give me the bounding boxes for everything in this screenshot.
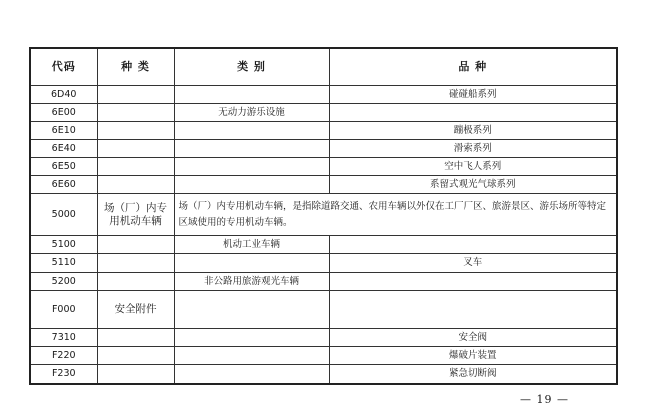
table-row (30, 347, 617, 365)
kind-cell (97, 122, 174, 140)
kind-cell: 场（厂）内专用机动车辆 (97, 194, 174, 236)
table-row (30, 194, 617, 236)
variety-cell: 叉车 (329, 254, 617, 273)
kind-cell (97, 176, 174, 194)
variety-cell: 安全阀 (329, 329, 617, 347)
variety-cell: 爆破片装置 (329, 347, 617, 365)
category-cell: 无动力游乐设施 (174, 104, 329, 122)
kind-cell (97, 236, 174, 254)
variety-cell (329, 291, 617, 329)
category-cell (174, 140, 329, 158)
code-cell: 6E40 (30, 140, 97, 158)
header-variety: 品 种 (329, 48, 617, 86)
table-row (30, 329, 617, 347)
page-number: — 19 — (520, 393, 569, 406)
category-cell (174, 86, 329, 104)
code-cell: 5000 (30, 194, 97, 236)
header-kind: 种 类 (97, 48, 174, 86)
header-category: 类 别 (174, 48, 329, 86)
code-cell: 7310 (30, 329, 97, 347)
code-cell: 5100 (30, 236, 97, 254)
variety-cell: 蹦极系列 (329, 122, 617, 140)
header-code: 代码 (30, 48, 97, 86)
kind-cell (97, 329, 174, 347)
code-cell: 6E50 (30, 158, 97, 176)
table-row (30, 291, 617, 329)
kind-cell (97, 347, 174, 365)
kind-cell: 安全附件 (97, 291, 174, 329)
table-row (30, 236, 617, 254)
code-cell: F000 (30, 291, 97, 329)
variety-cell: 紧急切断阀 (329, 365, 617, 385)
category-cell: 非公路用旅游观光车辆 (174, 273, 329, 291)
code-cell: F230 (30, 365, 97, 385)
code-cell: 5110 (30, 254, 97, 273)
table-row (30, 104, 617, 122)
variety-cell: 系留式观光气球系列 (329, 176, 617, 194)
table-row (30, 254, 617, 273)
category-cell (174, 158, 329, 176)
category-cell (174, 122, 329, 140)
variety-cell (329, 273, 617, 291)
code-cell: 6E60 (30, 176, 97, 194)
category-cell (174, 365, 329, 385)
kind-cell (97, 254, 174, 273)
table-row (30, 86, 617, 104)
catalog-table (29, 47, 618, 385)
variety-cell: 空中飞人系列 (329, 158, 617, 176)
code-cell: 5200 (30, 273, 97, 291)
category-cell: 机动工业车辆 (174, 236, 329, 254)
table-row (30, 273, 617, 291)
variety-cell: 滑索系列 (329, 140, 617, 158)
kind-cell (97, 365, 174, 385)
kind-cell (97, 140, 174, 158)
table-row (30, 176, 617, 194)
kind-cell (97, 273, 174, 291)
kind-cell (97, 86, 174, 104)
category-cell (174, 291, 329, 329)
description-cell: 场（厂）内专用机动车辆，是指除道路交通、农用车辆以外仅在工厂厂区、旅游景区、游乐场所等特定区域使用的专用机动车辆。 (174, 194, 617, 236)
kind-cell (97, 158, 174, 176)
kind-cell (97, 104, 174, 122)
table-row (30, 140, 617, 158)
code-cell: 6E10 (30, 122, 97, 140)
code-cell: 6E00 (30, 104, 97, 122)
variety-cell (329, 104, 617, 122)
category-cell (174, 254, 329, 273)
code-cell: F220 (30, 347, 97, 365)
variety-cell (329, 236, 617, 254)
category-cell (174, 176, 329, 194)
table-row (30, 365, 617, 385)
table-row (30, 158, 617, 176)
category-cell (174, 329, 329, 347)
variety-cell: 碰碰船系列 (329, 86, 617, 104)
code-cell: 6D40 (30, 86, 97, 104)
category-cell (174, 347, 329, 365)
table-row (30, 122, 617, 140)
